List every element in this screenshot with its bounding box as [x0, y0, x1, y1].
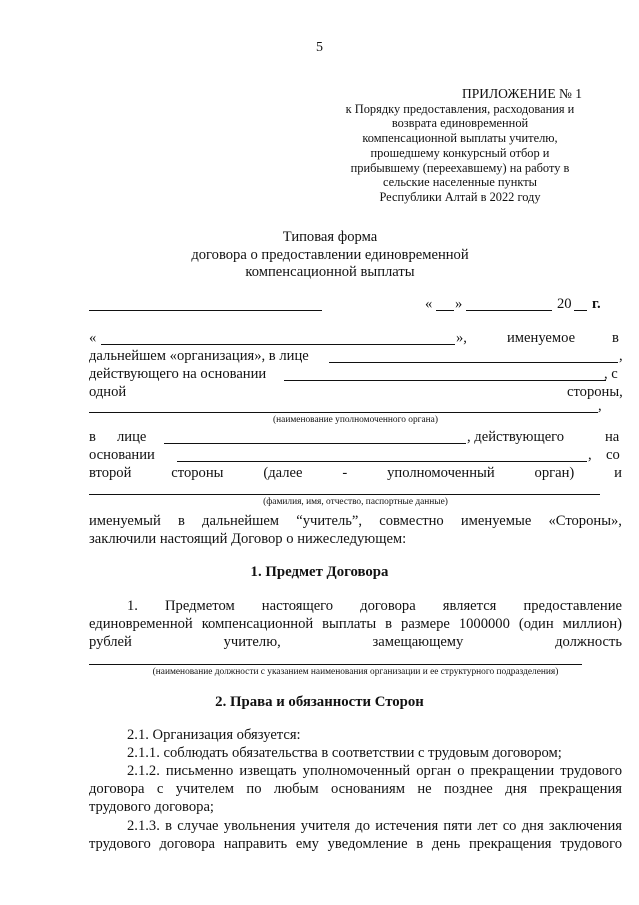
form-title — [100, 229, 560, 282]
appendix-line: компенсационной выплаты учителю, — [362, 131, 558, 146]
second-side-row — [89, 465, 622, 482]
comma: , — [588, 447, 592, 463]
v-lice-word: лице — [117, 429, 147, 445]
word: именуемые — [460, 513, 532, 529]
word: «Стороны», — [548, 513, 622, 529]
clause-2-1-1: 2.1.1. соблюдать обязательства в соответствии с трудовым договором; — [127, 745, 562, 761]
teacher-blank[interactable] — [89, 494, 600, 495]
word: учителю, — [223, 634, 281, 650]
appendix-line: сельские населенные пункты — [383, 175, 537, 190]
word: орган) — [534, 465, 575, 481]
word: в — [177, 513, 185, 529]
named-teacher-row — [89, 513, 622, 530]
position-caption: (наименование должности с указанием наименования организации и ее структурного подразделения) — [152, 667, 559, 677]
section-1-heading: 1. Предмет Договора — [250, 564, 389, 580]
word: “учитель”, — [296, 513, 363, 529]
clause-2-1-3-line-1: 2.1.3. в случае увольнения учителя до истечения пяти лет со дня заключения — [127, 818, 622, 834]
form-title-line: договора о предоставлении единовременной — [191, 246, 469, 263]
named-word: именуемое — [507, 330, 576, 346]
year-suffix: г. — [592, 296, 601, 312]
word: совместно — [379, 513, 444, 529]
word: 1. — [127, 598, 138, 614]
date-close-quote: » — [455, 296, 463, 312]
na-word: на — [605, 429, 620, 445]
authority-blank[interactable] — [89, 412, 598, 413]
clause-2-1-2-line-3: трудового договора; — [89, 799, 214, 815]
organization-blank[interactable] — [101, 344, 455, 345]
section-1-row-1 — [127, 598, 622, 615]
appendix-title: ПРИЛОЖЕНИЕ № 1 — [461, 86, 582, 101]
word: второй — [89, 465, 132, 481]
section-1-row-3 — [89, 634, 622, 651]
basis-word: основании — [89, 447, 155, 463]
year-blank[interactable] — [574, 310, 587, 311]
one-word: одной — [89, 384, 127, 400]
word: - — [342, 465, 348, 481]
clause-2-1-2-line-1: 2.1.2. письменно извещать уполномоченный орган о прекращении трудового — [127, 763, 622, 779]
clause-2-1-3-line-2: трудового договора направить ему уведомление в день прекращения трудового — [89, 836, 622, 852]
word: стороны — [171, 465, 224, 481]
day-blank[interactable] — [436, 310, 454, 311]
month-blank[interactable] — [466, 310, 552, 311]
date-open-quote: « — [425, 296, 433, 312]
appendix-line: прошедшему конкурсный отбор и — [370, 145, 550, 160]
word: (далее — [263, 465, 303, 481]
word: договора — [360, 598, 416, 614]
authority-basis-blank[interactable] — [177, 461, 587, 462]
word: и — [614, 465, 622, 481]
clause-2-1: 2.1. Организация обязуется: — [127, 727, 301, 743]
appendix-line: возврата единовременной — [391, 116, 529, 131]
org-representative-label: дальнейшем «организация», в лице — [89, 348, 309, 364]
appendix-line: прибывшему (переехавшему) на работу в — [350, 160, 570, 175]
comma: , — [619, 348, 623, 364]
sides-word: стороны, — [567, 384, 623, 400]
word: именуемый — [89, 513, 161, 529]
basis-blank[interactable] — [284, 380, 606, 381]
acting-basis-label: действующего на основании — [89, 366, 267, 382]
org-close-quote: », — [456, 330, 467, 346]
v-word: в — [612, 330, 619, 346]
word: рублей — [89, 634, 132, 650]
word: уполномоченный — [387, 465, 495, 481]
word: должность — [555, 634, 622, 650]
authority-caption: (наименование уполномоченного органа) — [273, 415, 438, 425]
word: настоящего — [261, 598, 334, 614]
section-1-row-2: единовременной компенсационной выплаты в размере 1000000 (один миллион) — [89, 616, 622, 632]
year-prefix: 20 — [557, 296, 572, 312]
v-lice-word: в — [89, 429, 96, 445]
concluded-line: заключили настоящий Договор о нижеследующем: — [89, 531, 407, 547]
word: Предметом — [165, 598, 235, 614]
appendix-line: Республики Алтай в 2022 году — [379, 189, 541, 204]
section-2-heading: 2. Права и обязанности Сторон — [215, 694, 424, 710]
form-title-line: Типовая форма — [282, 229, 378, 245]
word: является — [442, 598, 497, 614]
form-title-line: компенсационной выплаты — [245, 264, 415, 280]
position-blank[interactable] — [89, 664, 582, 665]
appendix-line: к Порядку предоставления, расходования и — [345, 101, 575, 116]
appendix-block — [330, 87, 590, 205]
place-blank[interactable] — [89, 310, 322, 311]
page-number: 5 — [316, 40, 323, 55]
word: дальнейшем — [202, 513, 280, 529]
word: предоставление — [523, 598, 622, 614]
representative-blank[interactable] — [329, 362, 618, 363]
teacher-caption: (фамилия, имя, отчество, паспортные данные) — [263, 497, 448, 507]
so-word: со — [606, 447, 620, 463]
comma: , — [598, 398, 602, 414]
acting-word: , действующего — [467, 429, 565, 445]
s-word: , с — [604, 366, 618, 382]
authority-representative-blank[interactable] — [164, 443, 466, 444]
org-open-quote: « — [89, 330, 97, 346]
clause-2-1-2-line-2: договора с учителем по любым основаниям не позднее дня прекращения — [89, 781, 622, 797]
word: замещающему — [372, 634, 464, 650]
